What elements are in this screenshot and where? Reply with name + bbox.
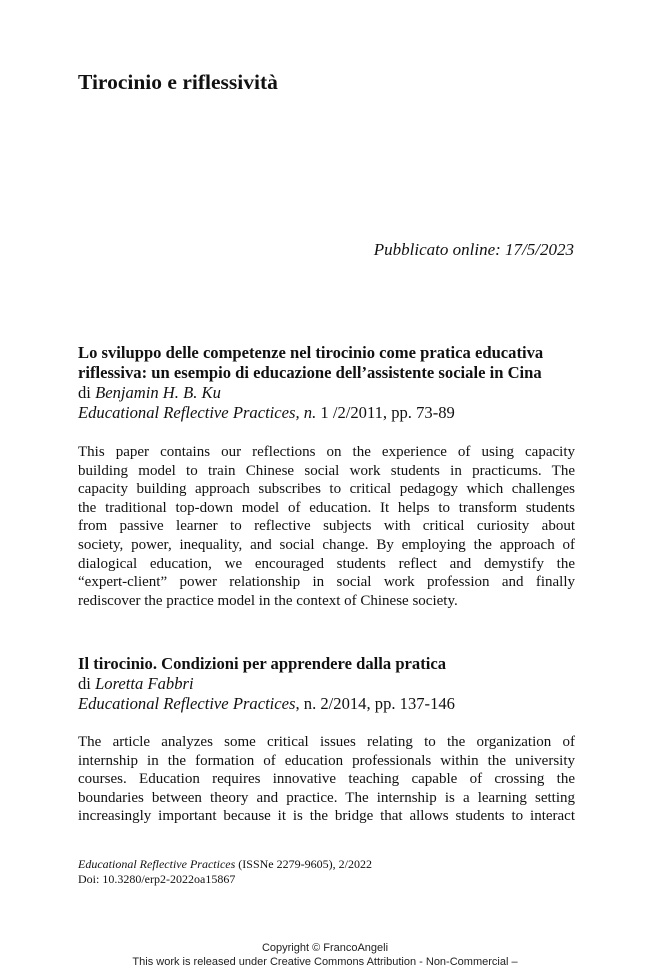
abstract-line: society, power, inequality, and social change. By employing the approach of [78,536,575,553]
footer-doi: Doi: 10.3280/erp2-2022oa15867 [78,872,236,886]
abstract-line: The article analyzes some critical issues relating to the organization of [78,734,575,750]
citation: 1 /2/2011, pp. 73-89 [316,403,455,422]
abstract-line: boundaries between theory and practice. The internship is a learning setting [78,789,575,806]
citation: , n. 2/2014, pp. 137-146 [295,694,455,713]
abstract [78,733,575,826]
abstract-line: This paper contains our reflections on the experience of using capacity [78,444,575,460]
abstract-line: the traditional top-down model of education. It helps to transform students [78,499,575,516]
abstract-line: increasingly important because it is the bridge that allows students to interact [78,808,575,825]
article-title-line: riflessiva: un esempio di educazione dell’assistente sociale in Cina [78,363,542,382]
publication-date: Pubblicato online: 17/5/2023 [373,240,574,259]
journal-footer [78,857,372,887]
article-entry [78,343,575,610]
license-line: This work is released under Creative Commons Attribution - Non-Commercial – [132,956,518,968]
abstract-line: internship in the formation of education professionals within the university [78,752,575,769]
article-title-line: Lo sviluppo delle competenze nel tirocinio come pratica educativa [78,343,544,362]
author-prefix: di [78,383,96,402]
copyright-line: Copyright © FrancoAngeli [261,942,389,954]
abstract-line: “expert-client” power relationship in social work profession and finally [78,574,575,591]
abstract-line: dialogical education, we encouraged students reflect and demystify the [78,555,575,572]
abstract-line: capacity building approach subscribes to critical pedagogy which challenges [78,481,575,498]
article-title [78,343,575,383]
footer-issn-line [78,857,372,872]
abstract-line: building model to train Chinese social work students in practicums. The [78,462,575,479]
footer-journal: Educational Reflective Practices [78,857,236,871]
article-title [78,654,575,674]
author-name: Loretta Fabbri [95,674,194,693]
footer-issn: (ISSNe 2279-9605), 2/2022 [235,857,372,871]
article-author [78,383,575,403]
article-title-line: Il tirocinio. Condizioni per apprendere dalla pratica [78,654,447,673]
abstract-line: from passive learner to reflective subjects with critical curiosity about [78,518,575,535]
article-source [78,403,575,423]
journal-name: Educational Reflective Practices [78,694,296,713]
abstract-line: rediscover the practice model in the context of Chinese society. [78,592,458,609]
author-prefix: di [78,674,96,693]
article-author [78,674,575,694]
article-entry [78,654,575,826]
abstract-line: courses. Education requires innovative teaching capable of crossing the [78,771,575,788]
abstract [78,443,575,610]
page-title: Tirocinio e riflessività [78,70,278,94]
author-name: Benjamin H. B. Ku [95,383,221,402]
journal-name: Educational Reflective Practices, n. [78,403,317,422]
article-source [78,694,575,714]
